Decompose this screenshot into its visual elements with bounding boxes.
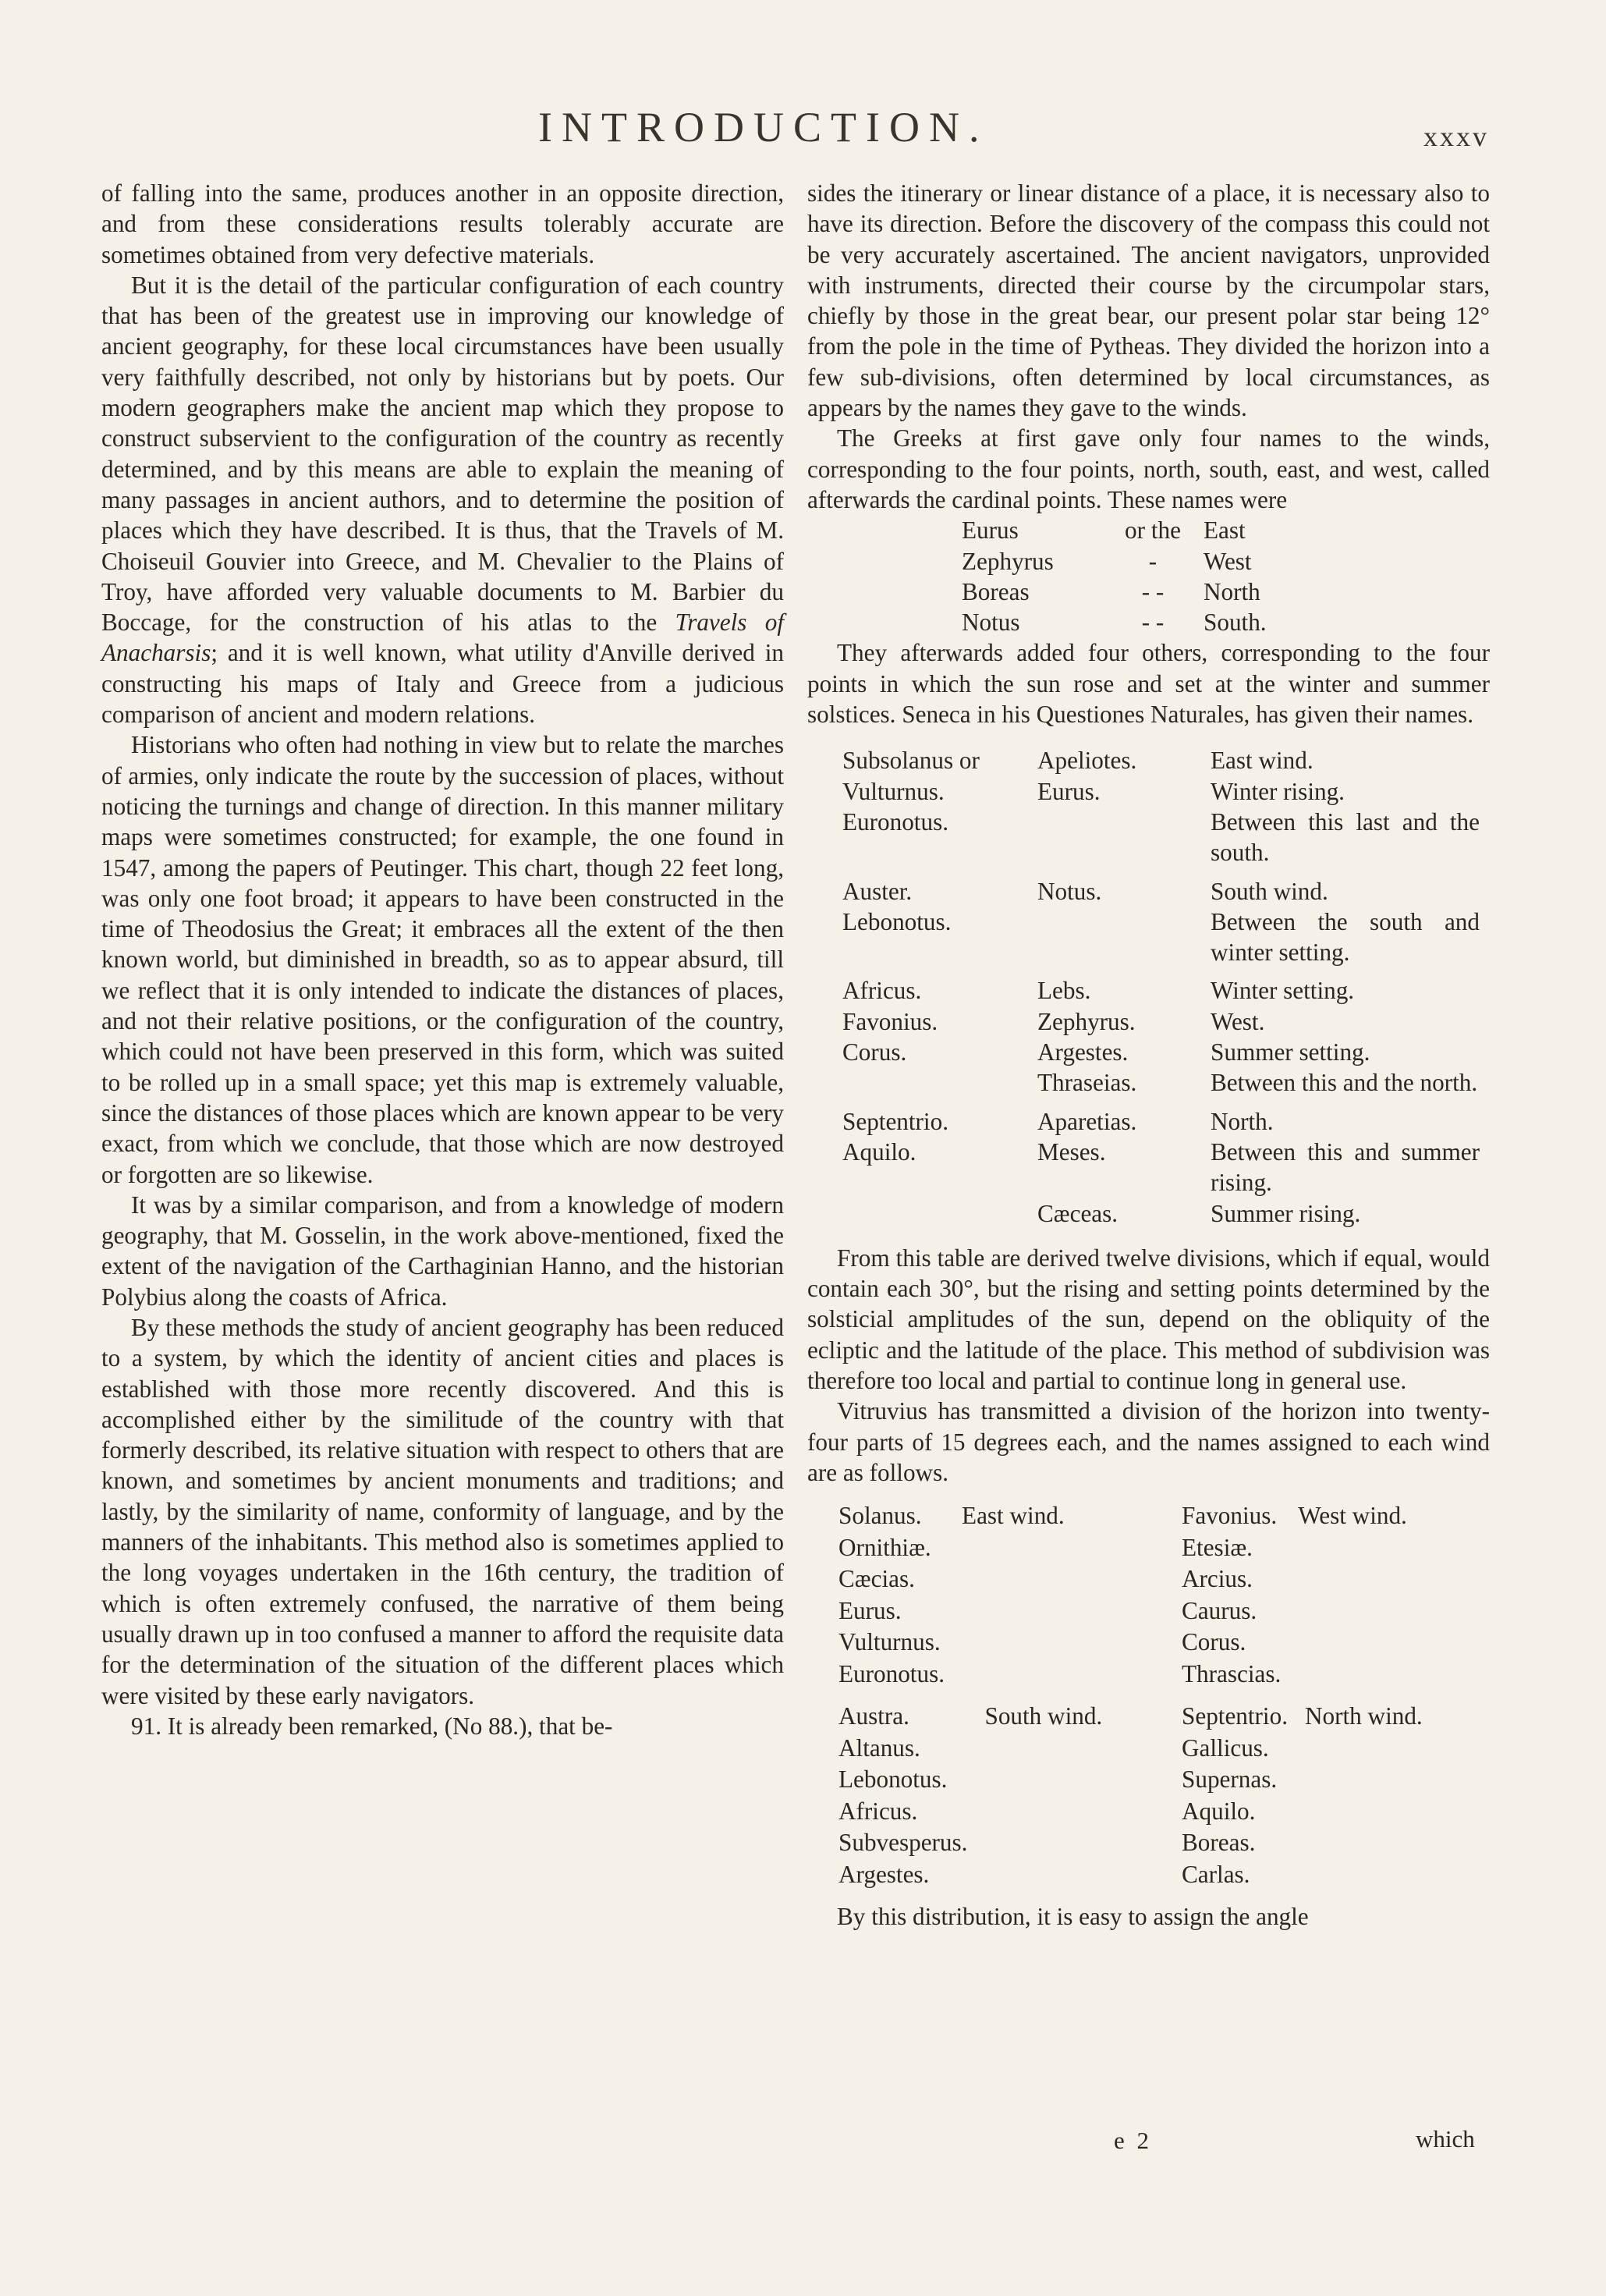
wind-name: Gallicus.	[1182, 1734, 1269, 1762]
wind-name: Africus.	[838, 1797, 918, 1825]
paragraph: They afterwards added four others, corresponding to the four points in which the sun rose and set at the winter and summer solstices. Seneca in his Questiones Naturales, has given their names.	[807, 639, 1490, 729]
paragraph: Historians who often had nothing in view but to relate the marches of armies, only indicate the route by the succession of places, without noticing the turnings and change of direction. In this manner military maps were sometimes constructed; for example, the one found in 1547, among the papers of Peutinger. This chart, though 22 feet long, was only one foot broad; it appears to have been constructed in the time of Theodosius the Great; it embraces all the extent of the then known world, but diminished in breadth, so as to appear absurd, till we reflect that it is only intended to indicate the distances of places, and not their relative positions, or the configuration of the country, which could not have been preserved in this form, which was suited to be rolled up in a small space; yet this map is extremely valuable, since the distances of those places which are known appear to be very exact, from which we conclude, that those which are now destroyed or forgotten are so likewise.	[101, 731, 784, 1188]
greek-name	[1037, 807, 1211, 868]
wind-direction	[1298, 1563, 1494, 1595]
wind-direction	[1305, 1859, 1494, 1891]
latin-name: Lebonotus.	[842, 907, 952, 935]
wind-description: Between this last and the south.	[1211, 807, 1480, 867]
vitruvius-block	[838, 1500, 1182, 1690]
latin-name: Favonius.	[842, 1007, 938, 1035]
wind-name: Solanus.	[838, 1502, 922, 1530]
running-title: INTRODUCTION.	[538, 104, 989, 151]
vitruvius-block	[838, 1701, 1182, 1890]
wind-direction	[962, 1627, 1182, 1659]
wind-direction	[962, 1659, 1182, 1691]
right-column	[807, 178, 1490, 1932]
wind-description: Summer rising.	[1211, 1199, 1361, 1227]
latin-name	[842, 1067, 1037, 1098]
wind-description: Between the south and winter setting.	[1211, 907, 1480, 967]
wind-direction	[984, 1733, 1182, 1765]
paragraph-text: ; and it is well known, what utility d'Anville derived in constructing his maps of Italy and Greece from a judicious comparison of ancient and modern relations.	[101, 639, 784, 729]
vitruvius-column-right	[1182, 1500, 1494, 1890]
wind-direction	[1305, 1796, 1494, 1828]
catchword: which	[1416, 2125, 1475, 2152]
latin-name: Aquilo.	[842, 1137, 916, 1166]
wind-name: Caurus.	[1182, 1596, 1257, 1624]
wind-direction	[962, 1563, 1182, 1595]
wind-name: Euronotus.	[838, 1659, 945, 1687]
wind-name: Aquilo.	[1182, 1797, 1256, 1825]
paragraph-text: But it is the detail of the particular configuration of each country that has been of the greatest use in improving our knowledge of ancient geography, for these local circumstances have been usually very faithfully described, not only by historians but by poets. Our modern geographers make the ancient map which they propose to construct subservient to the configuration of the country as recently determined, and by this means are able to explain the meaning of many passages in ancient authors, and to determine the position of places which they have described. It is thus, that the Travels of M. Choiseuil Gouvier into Greece, and M. Chevalier to the Plains of Troy, have afforded very valuable documents to M. Barbier du Boccage, for the construction of his atlas to the	[101, 271, 784, 637]
wind-connector: - -	[1141, 577, 1165, 605]
wind-direction: South wind.	[984, 1702, 1103, 1730]
wind-name: Ornithiæ.	[838, 1533, 931, 1561]
paragraph	[101, 270, 784, 729]
wind-description: Between this and summer rising.	[1211, 1137, 1480, 1197]
signature-mark: e 2	[1114, 2127, 1153, 2154]
wind-direction: East	[1204, 516, 1246, 545]
wind-name: Thrascias.	[1182, 1659, 1282, 1687]
paragraph-last-line: By this distribution, it is easy to assign the angle	[837, 1903, 1309, 1931]
paragraph: The Greeks at first gave only four names to the winds, corresponding to the four points, north, south, east, and west, called afterwards the cardinal points. These names were	[807, 424, 1490, 513]
wind-direction	[984, 1764, 1182, 1796]
wind-name: Favonius.	[1182, 1502, 1278, 1530]
wind-description: East wind.	[1211, 747, 1314, 775]
greek-name: Notus.	[1037, 877, 1102, 905]
wind-direction: South.	[1204, 609, 1267, 637]
wind-name: Supernas.	[1182, 1765, 1278, 1794]
wind-name: Arcius.	[1182, 1565, 1253, 1593]
latin-name: Euronotus.	[842, 807, 949, 836]
wind-name: Cæcias.	[838, 1565, 915, 1593]
latin-name: Septentrio.	[842, 1107, 948, 1135]
wind-description: South wind.	[1211, 877, 1328, 905]
paragraph: From this table are derived twelve divisions, which if equal, would contain each 30°, but the rising and setting points determined by the solsticial amplitudes of the sun, depend on the obliquity of the ecliptic and the latitude of the place. This method of subdivision was therefore too local and partial to continue long in general use.	[807, 1244, 1490, 1394]
wind-description: Winter rising.	[1211, 777, 1345, 805]
paragraph: It was by a similar comparison, and from a knowledge of modern geography, that M. Gosselin, in the work above-mentioned, fixed the extent of the navigation of the Carthaginian Hanno, and the historian Polybius along the coasts of Africa.	[101, 1191, 784, 1311]
wind-direction	[1305, 1764, 1494, 1796]
italic-title: Travels of Anacharsis	[101, 609, 784, 667]
wind-direction	[1298, 1627, 1494, 1659]
left-column	[101, 178, 784, 1741]
wind-name: Argestes.	[838, 1860, 930, 1888]
wind-name: Boreas	[962, 577, 1030, 605]
wind-direction: West	[1204, 547, 1252, 575]
latin-name: Auster.	[842, 877, 913, 905]
greek-name: Aparetias.	[1037, 1107, 1137, 1135]
wind-direction	[962, 1532, 1182, 1564]
wind-connector: -	[1148, 547, 1158, 575]
wind-name: Austra.	[838, 1702, 909, 1730]
wind-description: North.	[1211, 1107, 1274, 1135]
wind-name: Eurus.	[838, 1596, 902, 1624]
greek-name	[1037, 907, 1211, 968]
wind-direction	[1305, 1827, 1494, 1859]
wind-name: Carlas.	[1182, 1860, 1250, 1888]
wind-name: Eurus	[962, 516, 1019, 545]
greek-name: Meses.	[1037, 1137, 1106, 1166]
page-header	[0, 103, 1606, 158]
wind-direction	[984, 1827, 1182, 1859]
wind-description: Summer setting.	[1211, 1038, 1370, 1066]
wind-name: Etesiæ.	[1182, 1533, 1253, 1561]
paragraph-last-line: 91. It is already been remarked, (No 88.), that be-	[131, 1712, 613, 1740]
greek-name: Eurus.	[1037, 777, 1101, 805]
wind-name: Lebonotus.	[838, 1765, 948, 1794]
paragraph: By these methods the study of ancient geography has been reduced to a system, by which the identity of ancient cities and places is established with those more recently discovered. And this is accomplished either by the similitude of the country with that formerly described, its relative situation with respect to others that are known, and sometimes by ancient monuments and traditions; and lastly, by the similarity of name, conformity of language, and by the manners of the inhabitants. This method also is sometimes applied to the long voyages undertaken in the 16th century, the tradition of which is often extremely confused, the narrative of them being usually drawn up in too confused a manner to afford the requisite data for the determination of the situation of the different places which were visited by these early navigators.	[101, 1313, 784, 1709]
greek-name: Argestes.	[1037, 1038, 1129, 1066]
latin-name: Africus.	[842, 977, 922, 1005]
greek-name: Thraseias.	[1037, 1069, 1137, 1097]
greek-name: Cæceas.	[1037, 1199, 1119, 1227]
wind-name: Vulturnus.	[838, 1628, 941, 1656]
vitruvius-block	[1182, 1500, 1494, 1690]
greek-name: Apeliotes.	[1037, 747, 1137, 775]
paragraph: sides the itinerary or linear distance of a place, it is necessary also to have its direction. Before the discovery of the compass this could not be very accurately ascertained. The ancient navigators, unprovided with instruments, directed their course by the circumpolar stars, chiefly by those in the great bear, our present polar star being 12° from the pole in the time of Pytheas. They divided the horizon into a few sub-divisions, often determined by local circumstances, as appears by the names they gave to the winds.	[807, 179, 1490, 422]
vitruvius-block	[1182, 1701, 1494, 1890]
wind-name: Boreas.	[1182, 1829, 1256, 1857]
latin-name: Subsolanus or	[842, 747, 980, 775]
wind-direction	[984, 1796, 1182, 1828]
table-spacer	[842, 868, 1480, 876]
paragraph: of falling into the same, produces another in an opposite direction, and from these considerations results tolerably accurate are sometimes obtained from very defective materials.	[101, 179, 784, 268]
wind-name: Altanus.	[838, 1734, 920, 1762]
table-spacer	[842, 1098, 1480, 1106]
wind-direction	[962, 1595, 1182, 1627]
paragraph: Vitruvius has transmitted a division of the horizon into twenty-four parts of 15 degrees each, and the names assigned to each wind are as follows.	[807, 1397, 1490, 1486]
wind-direction	[1298, 1659, 1494, 1691]
wind-description: West.	[1211, 1007, 1265, 1035]
page-number: xxxv	[1423, 121, 1489, 152]
wind-direction	[1305, 1733, 1494, 1765]
greek-name: Lebs.	[1037, 977, 1091, 1005]
wind-direction: East wind.	[962, 1502, 1065, 1530]
wind-direction	[1298, 1532, 1494, 1564]
wind-direction: North	[1204, 577, 1260, 605]
wind-direction	[1298, 1595, 1494, 1627]
wind-connector: - -	[1141, 609, 1165, 637]
wind-direction: North wind.	[1305, 1702, 1423, 1730]
greek-name: Zephyrus.	[1037, 1007, 1136, 1035]
wind-connector: or the	[1125, 516, 1181, 545]
wind-name: Corus.	[1182, 1628, 1246, 1656]
wind-name: Septentrio.	[1182, 1702, 1288, 1730]
wind-direction: West wind.	[1298, 1502, 1407, 1530]
wind-direction	[984, 1859, 1182, 1891]
wind-name: Notus	[962, 609, 1020, 637]
seneca-winds-table	[842, 745, 1490, 1228]
latin-name: Vulturnus.	[842, 777, 945, 805]
table-spacer	[842, 967, 1480, 975]
wind-description: Winter setting.	[1211, 977, 1355, 1005]
wind-name: Subvesperus.	[838, 1829, 968, 1857]
four-winds-table	[962, 515, 1490, 637]
latin-name	[842, 1198, 1037, 1229]
wind-name: Zephyrus	[962, 547, 1054, 575]
wind-description: Between this and the north.	[1211, 1069, 1478, 1097]
vitruvius-winds-table	[838, 1500, 1490, 1890]
vitruvius-column-left	[838, 1500, 1182, 1890]
latin-name: Corus.	[842, 1038, 907, 1066]
